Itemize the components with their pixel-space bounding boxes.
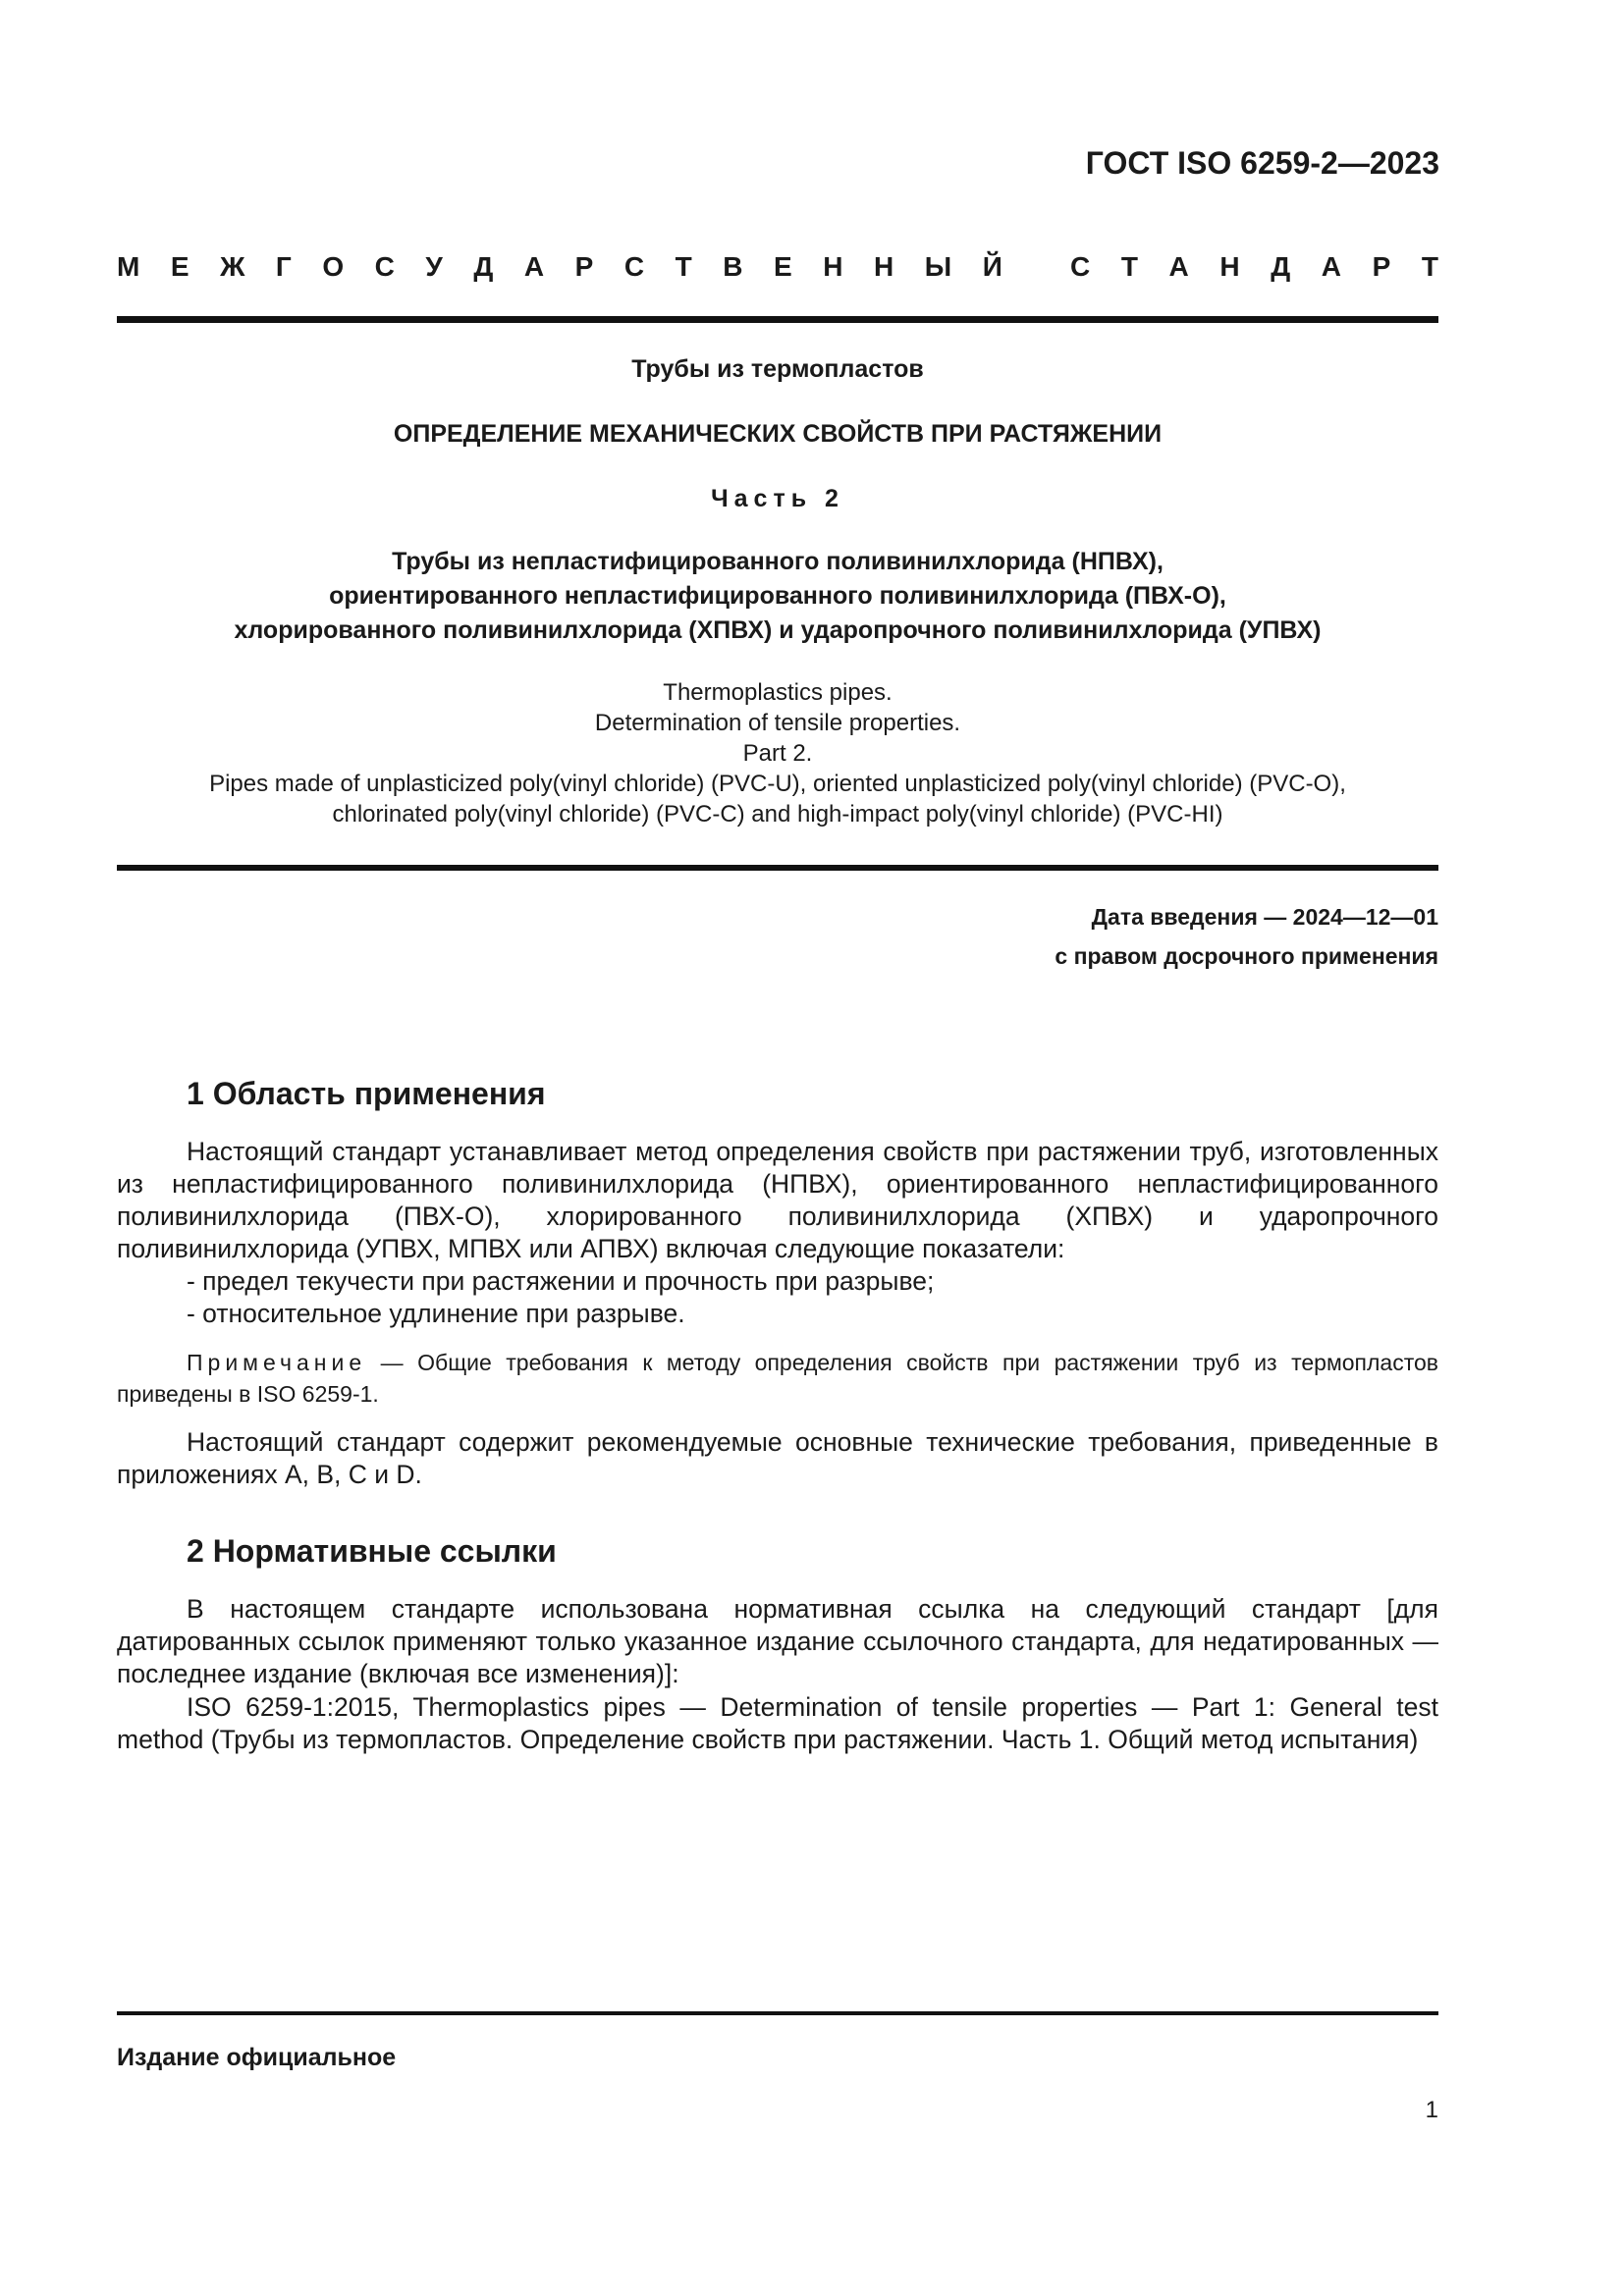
header-letter: Й <box>982 251 1002 282</box>
list-item: - относительное удлинение при разрыве. <box>187 1299 685 1328</box>
header-letter: Р <box>1372 251 1391 282</box>
title-english <box>117 677 1438 829</box>
header-letter: Е <box>170 251 189 282</box>
header-letter: Е <box>774 251 792 282</box>
header-letter: О <box>322 251 345 282</box>
header-letter: Д <box>1271 251 1291 282</box>
header-letter: А <box>523 251 545 282</box>
header-letter: Р <box>574 251 594 282</box>
introduction-date-block <box>1055 897 1438 976</box>
page-number: 1 <box>1425 2097 1438 2123</box>
section-1-list <box>187 1265 934 1330</box>
title-english-line: Determination of tensile properties. <box>594 710 961 736</box>
official-edition-label: Издание официальное <box>117 2044 397 2071</box>
header-letter: С <box>623 251 645 282</box>
header-word-standard <box>1070 251 1438 283</box>
header-letter: Н <box>873 251 894 282</box>
title-specific-line: хлорированного поливинилхлорида (ХПВХ) и ударопрочного поливинилхлорида (УПВХ) <box>234 616 1322 644</box>
standard-type-header <box>117 251 1438 283</box>
top-divider <box>117 316 1438 323</box>
section-2-heading: 2 Нормативные ссылки <box>187 1533 557 1569</box>
title-english-line: Part 2. <box>742 740 813 767</box>
document-code: ГОСТ ISO 6259-2—2023 <box>1085 145 1439 181</box>
section-2-paragraph-1: В настоящем стандарте использована нормативная ссылка на следующий стандарт [для датированных ссылок применяют только указанное издание ссылочного стандарта, для недатированных — последнее издание (включая все изменения)]: <box>117 1594 1438 1688</box>
header-letter: Г <box>275 251 292 282</box>
title-part: Часть 2 <box>711 485 844 512</box>
title-english-line: Thermoplastics pipes. <box>663 679 893 706</box>
header-letter: С <box>374 251 395 282</box>
header-letter: А <box>1321 251 1341 282</box>
header-letter: Т <box>1421 251 1438 282</box>
title-english-line: chlorinated poly(vinyl chloride) (PVC-C) and high-impact poly(vinyl chloride) (PVC-HI) <box>332 801 1223 828</box>
section-2-reference: ISO 6259-1:2015, Thermoplastics pipes — Determination of tensile properties — Part 1: General test method (Трубы из термопластов. Определение свойств при растяжении. Часть 1. Общий метод испытания) <box>117 1692 1438 1754</box>
title-specific <box>117 545 1438 648</box>
header-word-interstate <box>117 251 1002 283</box>
header-letter: В <box>723 251 743 282</box>
header-letter: У <box>425 251 443 282</box>
section-1-note <box>117 1347 1438 1410</box>
header-letter: Н <box>823 251 843 282</box>
section-1-heading: 1 Область применения <box>187 1076 546 1111</box>
title-english-line: Pipes made of unplasticized poly(vinyl chloride) (PVC-U), oriented unplasticized poly(vinyl chloride) (PVC-O), <box>209 771 1346 797</box>
note-text: — Общие требования к методу определения свойств при растяжении труб из термопластов приведены в ISO 6259-1. <box>117 1350 1438 1407</box>
section-1-paragraph-1: Настоящий стандарт устанавливает метод определения свойств при растяжении труб, изготовленных из непластифицированного поливинилхлорида (НПВХ), ориентированного непластифицированного поливинилхлорида (ПВХ-О), хлорированного поливинилхлорида (ХПВХ) и ударопрочного поливинилхлорида (УПВХ, МПВХ или АПВХ) включая следующие показатели: <box>117 1137 1438 1263</box>
early-application-note: с правом досрочного применения <box>1055 943 1438 969</box>
header-letter: С <box>1070 251 1091 282</box>
header-letter: Т <box>1120 251 1138 282</box>
header-letter: А <box>1168 251 1189 282</box>
list-item: - предел текучести при растяжении и прочность при разрыве; <box>187 1266 935 1296</box>
title-specific-line: Трубы из непластифицированного поливинилхлорида (НПВХ), <box>392 548 1164 575</box>
title-general: Трубы из термопластов <box>631 355 924 383</box>
header-letter: М <box>117 251 140 282</box>
header-letter: Ы <box>924 251 952 282</box>
header-letter: Д <box>473 251 494 282</box>
footer-divider <box>117 2011 1438 2015</box>
section-1-paragraph-2: Настоящий стандарт содержит рекомендуемые основные технические требования, приведенные в приложениях A, B, C и D. <box>117 1427 1438 1489</box>
title-divider <box>117 865 1438 871</box>
header-letter: Н <box>1219 251 1240 282</box>
header-letter: Ж <box>220 251 245 282</box>
title-main: ОПРЕДЕЛЕНИЕ МЕХАНИЧЕСКИХ СВОЙСТВ ПРИ РАСТЯЖЕНИИ <box>393 420 1163 448</box>
introduction-date: Дата введения — 2024—12—01 <box>1091 904 1438 930</box>
title-specific-line: ориентированного непластифицированного поливинилхлорида (ПВХ-О), <box>329 582 1226 610</box>
note-label: Примечание <box>187 1350 367 1375</box>
header-letter: Т <box>675 251 692 282</box>
